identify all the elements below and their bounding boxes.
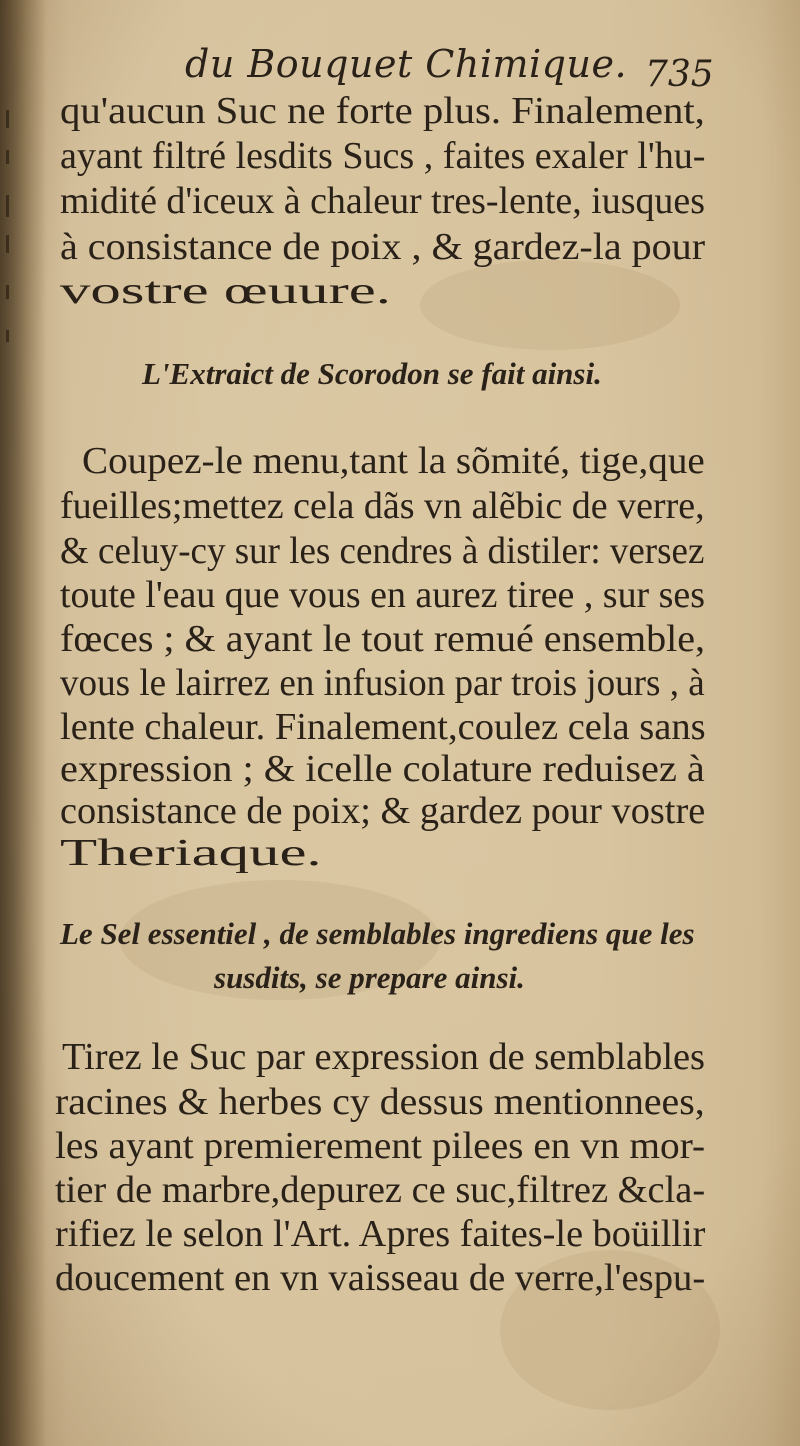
text-line: doucement en vn vaisseau de verre,l'espu- [55,1257,706,1299]
text-line: Tirez le Suc par expression de semblables [62,1036,705,1078]
text-line: fœces ; & ayant le tout remué ensemble, [60,618,706,660]
section-heading-line: susdits, se prepare ainsi. [214,960,525,995]
text-line: à consistance de poix , & gardez-la pour [60,226,706,268]
text-line: qu'aucun Suc ne forte plus. Finalement, [60,90,705,132]
text-line: midité d'iceux à chaleur tres-lente, iusques [60,180,705,222]
text-line: rifiez le selon l'Art. Apres faites-le boüillir [55,1213,706,1255]
running-head: du Bouquet Chimique. [185,42,628,86]
text-line: les ayant premierement pilees en vn mor- [55,1125,706,1167]
text-line: Theriaque. [60,832,322,874]
text-line: Coupez-le menu,tant la sõmité, tige,que [82,440,705,482]
text-line: tier de marbre,depurez ce suc,filtrez &cla- [55,1169,706,1211]
page-number: 735 [645,54,714,95]
section-heading-line: Le Sel essentiel , de semblables ingrediens que les [60,916,695,951]
text-line: lente chaleur. Finalement,coulez cela sans [60,706,706,748]
text-line: consistance de poix; & gardez pour vostre [60,790,706,832]
text-line: expression ; & icelle colature reduisez à [60,748,705,790]
text-line: vostre œuure. [60,270,391,312]
text-line: ayant filtré lesdits Sucs , faites exaler l'hu- [60,135,706,177]
paper-stain [420,260,680,350]
section-heading: L'Extraict de Scorodon se fait ainsi. [142,356,602,391]
text-line: toute l'eau que vous en aurez tiree , sur ses [60,574,705,616]
text-line: vous le lairrez en infusion par trois jours , à [60,662,705,704]
page-header [0,38,800,98]
page-edge-marks [4,0,16,1446]
text-line: fueilles;mettez cela dãs vn alẽbic de verre, [60,485,705,527]
text-line: racines & herbes cy dessus mentionnees, [55,1081,705,1123]
text-line: & celuy-cy sur les cendres à distiler: versez [60,530,705,572]
